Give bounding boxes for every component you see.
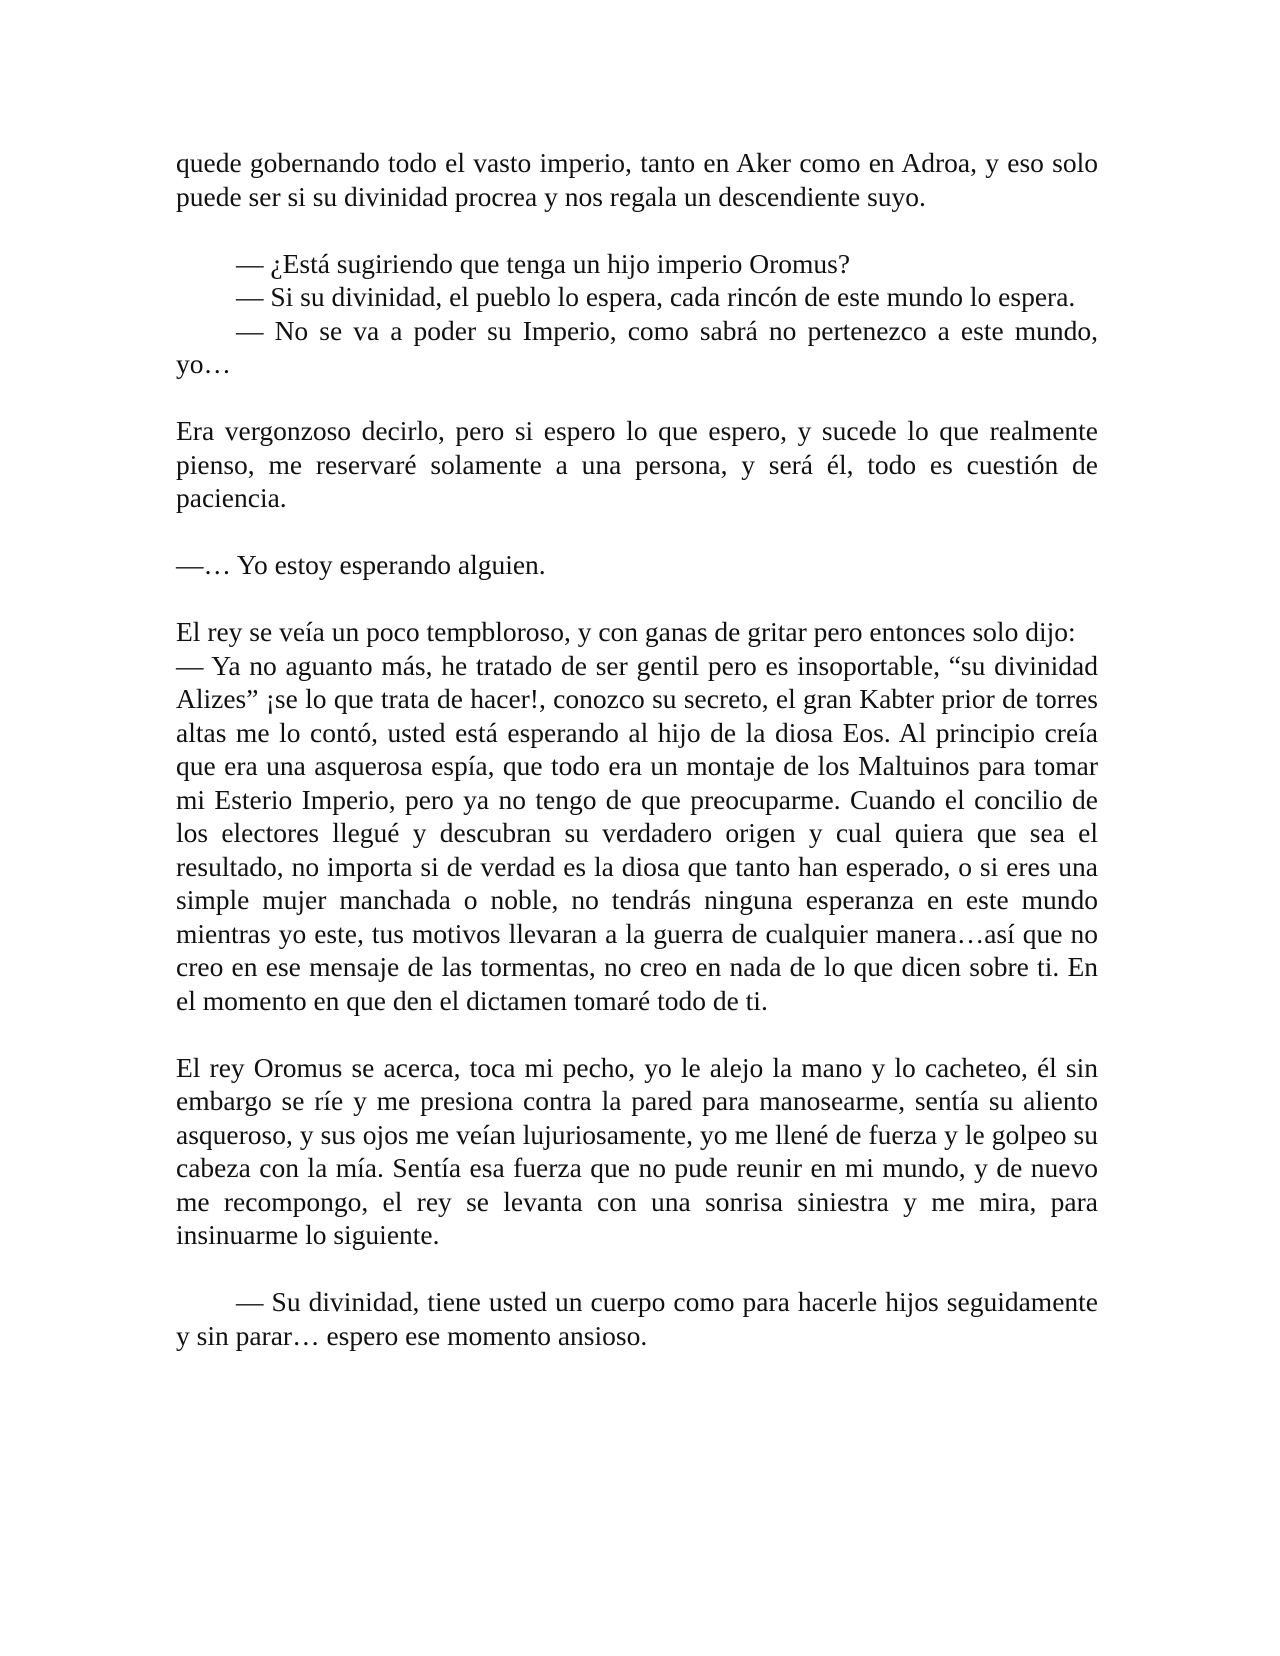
dialogue-line: — Su divinidad, tiene usted un cuerpo como para hacerle hijos seguidamente y sin parar… espero ese momento ansioso. (176, 1286, 1098, 1351)
narrative-paragraph: El rey se veía un poco tempbloroso, y con ganas de gritar pero entonces solo dijo: (176, 616, 1076, 647)
dialogue-paragraph: — Ya no aguanto más, he tratado de ser gentil pero es insoportable, “su divinidad Alizes” ¡se lo que trata de hacer!, conozco su secreto, el gran Kabter prior de torres altas me lo contó, usted está esperando al hijo de la diosa Eos. Al principio creía que era una asquerosa espía, que todo era un montaje de los Maltuinos para tomar mi Esterio Imperio, pero ya no tengo de que preocuparme. Cuando el concilio de los electores llegué y descubran su verdadero origen y cual quiera que sea el resultado, no importa si de verdad es la diosa que tanto han esperado, o si eres una simple mujer manchada o noble, no tendrás ninguna esperanza en este mundo mientras yo este, tus motivos llevaran a la guerra de cualquier manera…así que no creo en ese mensaje de las tormentas, no creo en nada de lo que dicen sobre ti. En el momento en que den el dictamen tomaré todo de ti. (176, 649, 1098, 1016)
document-body (176, 146, 1098, 1352)
narrative-paragraph: Era vergonzoso decirlo, pero si espero lo que espero, y sucede lo que realmente pienso, me reservaré solamente a una persona, y será él, todo es cuestión de paciencia. (176, 415, 1098, 513)
dialogue-line: — No se va a poder su Imperio, como sabrá no pertenezco a este mundo, yo… (176, 314, 1098, 379)
dialogue-line: — Si su divinidad, el pueblo lo espera, cada rincón de este mundo lo espera. (236, 281, 1076, 312)
dialogue-line: — ¿Está sugiriendo que tenga un hijo imperio Oromus? (236, 247, 851, 279)
paragraph-continuation: quede gobernando todo el vasto imperio, tanto en Aker como en Adroa, y eso solo puede ser si su divinidad procrea y nos regala un descendiente suyo. (176, 147, 1098, 212)
narrative-paragraph: El rey Oromus se acerca, toca mi pecho, yo le alejo la mano y lo cacheteo, él sin embargo se ríe y me presiona contra la pared para manosearme, sentía su aliento asqueroso, y sus ojos me veían lujuriosamente, yo me llené de fuerza y le golpeo su cabeza con la mía. Sentía esa fuerza que no pude reunir en mi mundo, y de nuevo me recompongo, el rey se levanta con una sonrisa siniestra y me mira, para insinuarme lo siguiente. (176, 1051, 1098, 1250)
dialogue-line: —… Yo estoy esperando alguien. (176, 549, 546, 580)
